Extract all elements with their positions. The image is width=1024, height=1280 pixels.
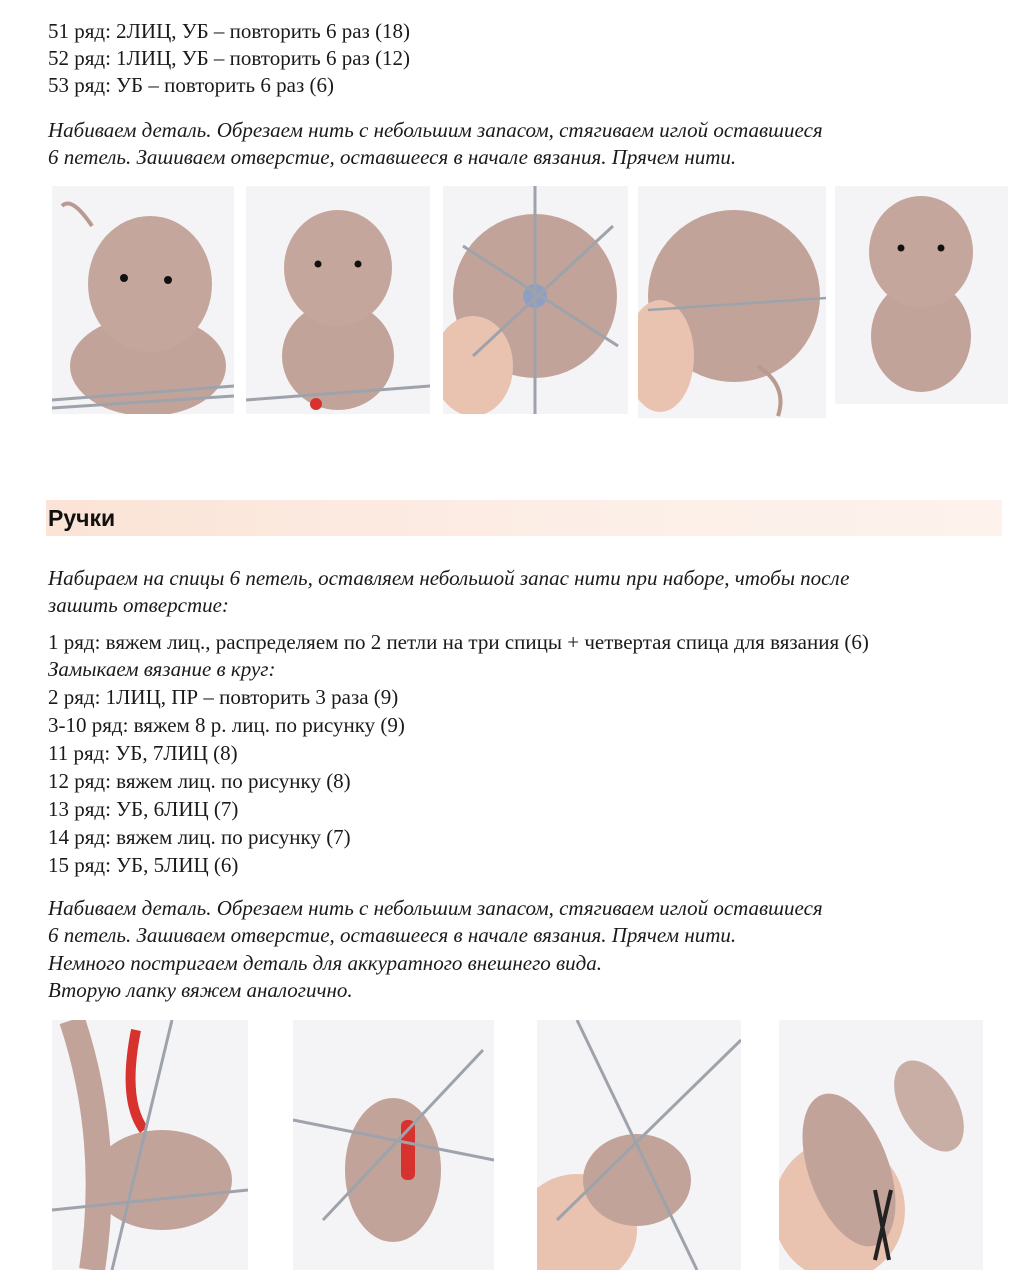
photo-body-on-needles [52,186,234,414]
photo-hand-knitting [293,1020,494,1270]
photo-hand-closing [537,1020,741,1270]
photo-finished-body [835,186,1008,404]
photo-body-front [246,186,430,414]
intro-line1: Набираем на спицы 6 петель, оставляем небольшой запас нити при наборе, чтобы после [48,566,850,590]
note2-line1: Набиваем деталь. Обрезаем нить с небольшим запасом, стягиваем иглой оставшиеся [48,896,823,920]
photo-hand-trimming [779,1020,983,1270]
note2-line3: Немного постригаем деталь для аккуратного внешнего вида. [48,951,603,975]
row-52: 52 ряд: 1ЛИЦ, УБ – повторить 6 раз (12) [48,46,411,70]
section-title: Ручки [48,505,116,531]
row-3-10: 3-10 ряд: вяжем 8 р. лиц. по рисунку (9) [48,713,405,737]
row-14: 14 ряд: вяжем лиц. по рисунку (7) [48,825,351,849]
photo-hand-start-marker [52,1020,248,1270]
row-12: 12 ряд: вяжем лиц. по рисунку (8) [48,769,351,793]
photo-closing-top [443,186,628,414]
row-53: 53 ряд: УБ – повторить 6 раз (6) [48,73,334,97]
row-13: 13 ряд: УБ, 6ЛИЦ (7) [48,797,239,821]
note1-line1: Набиваем деталь. Обрезаем нить с небольшим запасом, стягиваем иглой оставшиеся [48,118,823,142]
row-1: 1 ряд: вяжем лиц., распределяем по 2 петли на три спицы + четвертая спица для вязания (6) [48,630,869,654]
row-11: 11 ряд: УБ, 7ЛИЦ (8) [48,741,238,765]
note1-line2: 6 петель. Зашиваем отверстие, оставшееся в начале вязания. Прячем нити. [48,145,737,169]
photo-sewing-hole [638,186,826,418]
intro-line2: зашить отверстие: [48,593,229,617]
note2-line4: Вторую лапку вяжем аналогично. [48,978,353,1002]
section-header-bar [46,500,1002,536]
row-15: 15 ряд: УБ, 5ЛИЦ (6) [48,853,239,877]
note2-line2: 6 петель. Зашиваем отверстие, оставшееся в начале вязания. Прячем нити. [48,923,737,947]
row-2: 2 ряд: 1ЛИЦ, ПР – повторить 3 раза (9) [48,685,399,709]
row-51: 51 ряд: 2ЛИЦ, УБ – повторить 6 раз (18) [48,19,411,43]
close-round: Замыкаем вязание в круг: [48,657,276,681]
